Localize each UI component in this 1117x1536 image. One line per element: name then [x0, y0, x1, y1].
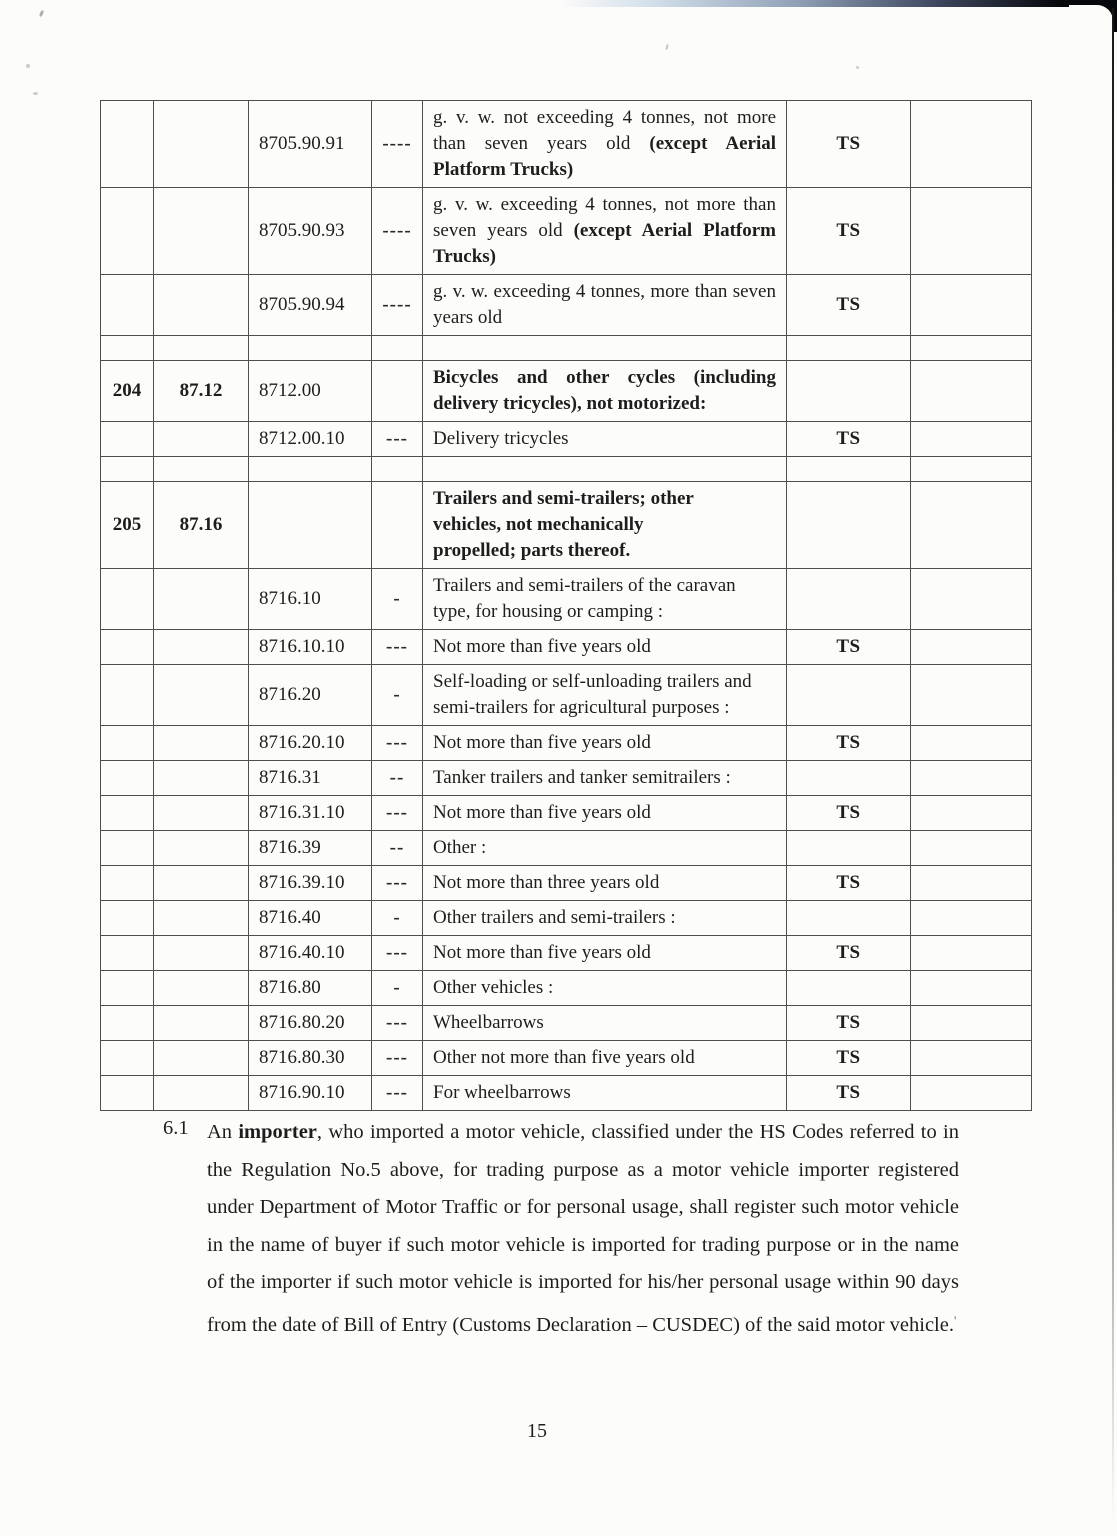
description-text: Not more than five years old	[433, 636, 651, 657]
empty-cell	[101, 457, 154, 482]
description-cell	[423, 630, 787, 665]
serial-number-cell	[101, 422, 154, 457]
heading-number-cell	[154, 726, 249, 761]
description-text: Not more than five years old	[433, 732, 651, 753]
remarks-cell	[911, 275, 1032, 336]
remarks-cell	[911, 901, 1032, 936]
dash-level-cell: ---	[372, 936, 423, 971]
hs-code-cell: 8705.90.94	[249, 275, 372, 336]
description-cell	[423, 761, 787, 796]
scan-edge-top	[560, 0, 1117, 7]
scheme-cell: TS	[787, 726, 911, 761]
dash-level-cell: --	[372, 761, 423, 796]
page-number: 15	[527, 1420, 547, 1442]
description-bold-text: (except Aerial Platform Trucks)	[433, 220, 776, 267]
empty-cell	[911, 336, 1032, 361]
table-row	[101, 831, 1032, 866]
scheme-cell: TS	[787, 1076, 911, 1111]
heading-number-cell	[154, 831, 249, 866]
serial-number-cell	[101, 901, 154, 936]
dash-level-cell: -	[372, 901, 423, 936]
description-text: g. v. w. not exceeding 4 tonnes, not more than seven years old	[433, 107, 776, 154]
heading-number-cell	[154, 866, 249, 901]
scheme-cell	[787, 761, 911, 796]
heading-number-cell	[154, 936, 249, 971]
table-row	[101, 726, 1032, 761]
hs-code-cell: 8712.00.10	[249, 422, 372, 457]
empty-cell	[101, 336, 154, 361]
heading-number-cell	[154, 275, 249, 336]
scheme-cell	[787, 831, 911, 866]
dash-level-cell: ---	[372, 726, 423, 761]
hs-code-table	[100, 100, 1032, 1111]
serial-number-cell	[101, 936, 154, 971]
empty-cell	[249, 457, 372, 482]
spacer-row	[101, 336, 1032, 361]
heading-number-cell	[154, 188, 249, 275]
dash-level-cell: -	[372, 569, 423, 630]
description-cell	[423, 866, 787, 901]
scan-speck	[856, 66, 859, 69]
scheme-cell: TS	[787, 422, 911, 457]
remarks-cell	[911, 1041, 1032, 1076]
dash-level-cell: ---	[372, 866, 423, 901]
clause-text-prefix: An	[207, 1121, 239, 1143]
serial-number-cell	[101, 188, 154, 275]
remarks-cell	[911, 936, 1032, 971]
description-cell	[423, 665, 787, 726]
description-cell	[423, 901, 787, 936]
description-cell	[423, 422, 787, 457]
heading-number-cell	[154, 569, 249, 630]
serial-number-cell	[101, 796, 154, 831]
table-row	[101, 422, 1032, 457]
scan-speck	[26, 64, 30, 68]
spacer-row	[101, 457, 1032, 482]
remarks-cell	[911, 630, 1032, 665]
description-text: For wheelbarrows	[433, 1082, 571, 1103]
scheme-cell: TS	[787, 936, 911, 971]
description-text: Tanker trailers and tanker semitrailers :	[433, 767, 731, 788]
description-cell	[423, 482, 787, 569]
table-row	[101, 936, 1032, 971]
description-cell	[423, 1006, 787, 1041]
heading-number-cell	[154, 1006, 249, 1041]
dash-level-cell: ---	[372, 1006, 423, 1041]
scheme-cell	[787, 482, 911, 569]
heading-number-cell	[154, 630, 249, 665]
hs-code-cell: 8716.80	[249, 971, 372, 1006]
scheme-cell	[787, 569, 911, 630]
empty-cell	[249, 336, 372, 361]
stray-tick-mark: '	[953, 1312, 957, 1328]
table-row	[101, 361, 1032, 422]
table-row	[101, 275, 1032, 336]
hs-code-cell: 8716.40	[249, 901, 372, 936]
heading-number-cell	[154, 796, 249, 831]
description-text: Not more than five years old	[433, 802, 651, 823]
scheme-cell: TS	[787, 1006, 911, 1041]
clause-number: 6.1	[163, 1117, 189, 1139]
table-row	[101, 866, 1032, 901]
serial-number-cell	[101, 831, 154, 866]
hs-code-cell: 8716.20	[249, 665, 372, 726]
scheme-cell: TS	[787, 630, 911, 665]
remarks-cell	[911, 482, 1032, 569]
empty-cell	[154, 336, 249, 361]
scan-corner-mask	[1069, 5, 1113, 43]
description-cell	[423, 101, 787, 188]
description-cell	[423, 796, 787, 831]
empty-cell	[911, 457, 1032, 482]
scan-speck	[665, 44, 668, 50]
hs-code-cell: 8716.31	[249, 761, 372, 796]
scheme-cell: TS	[787, 796, 911, 831]
dash-level-cell: ----	[372, 101, 423, 188]
description-text: Trailers and semi-trailers; other vehicles, not mechanically propelled; parts thereof.	[433, 488, 694, 561]
serial-number-cell: 205	[101, 482, 154, 569]
remarks-cell	[911, 971, 1032, 1006]
description-text: Trailers and semi-trailers of the caravan type, for housing or camping :	[433, 575, 736, 622]
remarks-cell	[911, 569, 1032, 630]
description-text: Other trailers and semi-trailers :	[433, 907, 676, 928]
dash-level-cell: ----	[372, 188, 423, 275]
heading-number-cell	[154, 1041, 249, 1076]
description-text: Other vehicles :	[433, 977, 554, 998]
scheme-cell: TS	[787, 866, 911, 901]
hs-code-cell: 8716.10	[249, 569, 372, 630]
table-row	[101, 1076, 1032, 1111]
table-row	[101, 188, 1032, 275]
hs-code-cell: 8716.10.10	[249, 630, 372, 665]
clause-text	[207, 1114, 959, 1345]
table-row	[101, 971, 1032, 1006]
empty-cell	[787, 457, 911, 482]
scheme-cell	[787, 665, 911, 726]
heading-number-cell	[154, 101, 249, 188]
serial-number-cell	[101, 971, 154, 1006]
remarks-cell	[911, 1076, 1032, 1111]
remarks-cell	[911, 831, 1032, 866]
table-row	[101, 1041, 1032, 1076]
hs-code-cell: 8716.40.10	[249, 936, 372, 971]
dash-level-cell: ---	[372, 1041, 423, 1076]
dash-level-cell: -	[372, 971, 423, 1006]
scheme-cell: TS	[787, 275, 911, 336]
hs-table-body	[101, 101, 1032, 1111]
scheme-cell: TS	[787, 101, 911, 188]
serial-number-cell	[101, 665, 154, 726]
hs-code-cell: 8716.20.10	[249, 726, 372, 761]
dash-level-cell: ---	[372, 422, 423, 457]
dash-level-cell: -	[372, 665, 423, 726]
heading-number-cell: 87.16	[154, 482, 249, 569]
table-row	[101, 1006, 1032, 1041]
description-cell	[423, 831, 787, 866]
dash-level-cell: ---	[372, 630, 423, 665]
remarks-cell	[911, 665, 1032, 726]
dash-level-cell	[372, 361, 423, 422]
heading-number-cell	[154, 971, 249, 1006]
remarks-cell	[911, 188, 1032, 275]
hs-code-cell: 8705.90.93	[249, 188, 372, 275]
hs-code-cell: 8712.00	[249, 361, 372, 422]
serial-number-cell	[101, 761, 154, 796]
remarks-cell	[911, 866, 1032, 901]
table-row	[101, 569, 1032, 630]
serial-number-cell	[101, 1041, 154, 1076]
description-cell	[423, 1076, 787, 1111]
table-row	[101, 901, 1032, 936]
hs-code-cell	[249, 482, 372, 569]
description-text: Delivery tricycles	[433, 428, 569, 449]
heading-number-cell	[154, 1076, 249, 1111]
remarks-cell	[911, 101, 1032, 188]
remarks-cell	[911, 361, 1032, 422]
hs-code-cell: 8716.39	[249, 831, 372, 866]
description-text: Not more than three years old	[433, 872, 660, 893]
hs-code-cell: 8716.80.30	[249, 1041, 372, 1076]
empty-cell	[372, 457, 423, 482]
serial-number-cell	[101, 1076, 154, 1111]
hs-code-cell: 8716.31.10	[249, 796, 372, 831]
remarks-cell	[911, 761, 1032, 796]
serial-number-cell	[101, 569, 154, 630]
serial-number-cell	[101, 630, 154, 665]
heading-number-cell	[154, 422, 249, 457]
serial-number-cell	[101, 866, 154, 901]
description-cell	[423, 936, 787, 971]
scheme-cell: TS	[787, 1041, 911, 1076]
dash-level-cell: ---	[372, 796, 423, 831]
description-text: Not more than five years old	[433, 942, 651, 963]
remarks-cell	[911, 422, 1032, 457]
scheme-cell	[787, 361, 911, 422]
remarks-cell	[911, 796, 1032, 831]
empty-cell	[423, 457, 787, 482]
description-text: g. v. w. exceeding 4 tonnes, not more than seven years old	[433, 194, 776, 241]
hs-code-cell: 8716.80.20	[249, 1006, 372, 1041]
description-text: Other :	[433, 837, 487, 858]
description-cell	[423, 188, 787, 275]
clause-text-body: , who imported a motor vehicle, classified under the HS Codes referred to in the Regulation No.5 above, for trading purpose as a motor vehicle importer registered under Department of Motor Traffic or for personal usage, shall register such motor vehicle in the name of buyer if such motor vehicle is imported for trading purpose or in the name of the importer if such motor vehicle is imported for his/her personal usage within 90 days from the date of Bill of Entry (Customs Declaration – CUSDEC) of the said motor vehicle.	[207, 1121, 959, 1336]
table-row	[101, 101, 1032, 188]
heading-number-cell	[154, 901, 249, 936]
remarks-cell	[911, 1006, 1032, 1041]
description-cell	[423, 1041, 787, 1076]
serial-number-cell: 204	[101, 361, 154, 422]
table-row	[101, 796, 1032, 831]
table-row	[101, 630, 1032, 665]
dash-level-cell: ---	[372, 1076, 423, 1111]
description-cell	[423, 726, 787, 761]
scan-speck	[33, 92, 38, 95]
hs-code-cell: 8716.90.10	[249, 1076, 372, 1111]
table-row	[101, 482, 1032, 569]
empty-cell	[154, 457, 249, 482]
empty-cell	[423, 336, 787, 361]
scheme-cell	[787, 901, 911, 936]
table-row	[101, 761, 1032, 796]
dash-level-cell: ----	[372, 275, 423, 336]
description-cell	[423, 971, 787, 1006]
dash-level-cell: --	[372, 831, 423, 866]
scheme-cell: TS	[787, 188, 911, 275]
heading-number-cell: 87.12	[154, 361, 249, 422]
serial-number-cell	[101, 1006, 154, 1041]
description-cell	[423, 361, 787, 422]
clause-text-bold-importer: importer	[238, 1121, 317, 1143]
description-cell	[423, 569, 787, 630]
serial-number-cell	[101, 101, 154, 188]
hs-code-cell: 8705.90.91	[249, 101, 372, 188]
description-text: g. v. w. exceeding 4 tonnes, more than seven years old	[433, 281, 776, 328]
description-bold-text: (except Aerial Platform Trucks)	[433, 133, 776, 180]
description-text: Self-loading or self-unloading trailers and semi-trailers for agricultural purposes :	[433, 671, 752, 718]
heading-number-cell	[154, 761, 249, 796]
heading-number-cell	[154, 665, 249, 726]
description-text: Wheelbarrows	[433, 1012, 544, 1033]
hs-code-cell: 8716.39.10	[249, 866, 372, 901]
description-cell	[423, 275, 787, 336]
serial-number-cell	[101, 275, 154, 336]
scan-edge-right	[1112, 8, 1114, 1523]
serial-number-cell	[101, 726, 154, 761]
remarks-cell	[911, 726, 1032, 761]
description-text: Bicycles and other cycles (including delivery tricycles), not motorized:	[433, 367, 776, 414]
scheme-cell	[787, 971, 911, 1006]
scan-speck	[39, 10, 45, 18]
description-text: Other not more than five years old	[433, 1047, 695, 1068]
table-row	[101, 665, 1032, 726]
dash-level-cell	[372, 482, 423, 569]
empty-cell	[372, 336, 423, 361]
empty-cell	[787, 336, 911, 361]
